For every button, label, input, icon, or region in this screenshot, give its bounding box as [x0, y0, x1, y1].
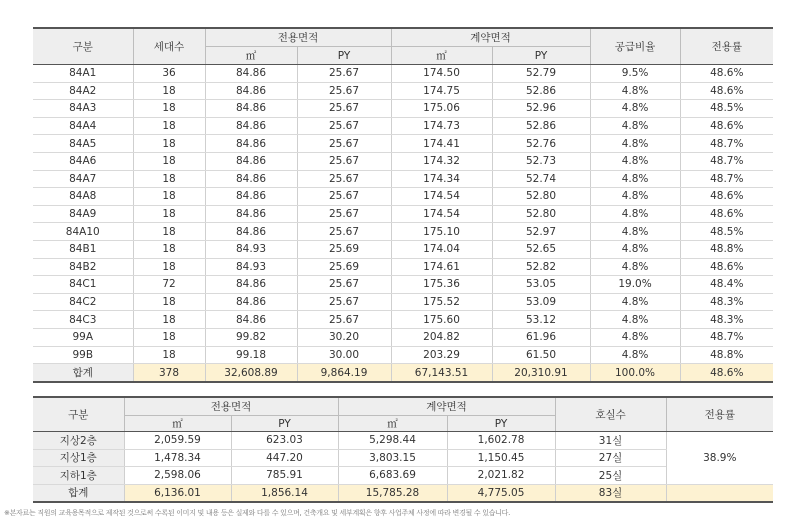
table-row — [33, 170, 773, 188]
header-supply-ratio: 공급비율 — [590, 28, 680, 65]
cell-contract-m2: 3,803.15 — [338, 449, 447, 467]
cell-exclusive-py: 25.67 — [297, 205, 391, 223]
cell-contract-py: 52.74 — [492, 170, 590, 188]
cell-contract-py: 53.05 — [492, 276, 590, 294]
cell-exclusive-m2: 84.86 — [205, 170, 297, 188]
total-blank — [666, 484, 773, 502]
cell-exclusive-m2: 1,478.34 — [124, 449, 231, 467]
total-contract-m2: 15,785.28 — [338, 484, 447, 502]
cell-contract-m2: 175.60 — [391, 311, 492, 329]
floor-header-exclusive-py: PY — [231, 416, 338, 432]
cell-households: 18 — [133, 117, 205, 135]
unit-type-table — [33, 27, 773, 383]
cell-type: 84A6 — [33, 152, 133, 170]
cell-contract-py: 52.86 — [492, 117, 590, 135]
cell-contract-m2: 174.34 — [391, 170, 492, 188]
cell-exclusive-m2: 84.86 — [205, 205, 297, 223]
cell-households: 18 — [133, 293, 205, 311]
cell-exclusive-py: 785.91 — [231, 467, 338, 485]
total-households: 378 — [133, 364, 205, 383]
cell-exclusive-m2: 84.86 — [205, 311, 297, 329]
cell-exclusive-m2: 84.86 — [205, 152, 297, 170]
floor-header-exclusive-m2: ㎡ — [124, 416, 231, 432]
table-row — [33, 258, 773, 276]
cell-exclusive-ratio: 48.6% — [680, 258, 773, 276]
total-row — [33, 484, 773, 502]
cell-exclusive-m2: 84.86 — [205, 276, 297, 294]
header-contract-area: 계약면적 — [391, 28, 590, 47]
cell-households: 18 — [133, 135, 205, 153]
cell-type: 99A — [33, 328, 133, 346]
cell-type: 84B2 — [33, 258, 133, 276]
table-row — [33, 311, 773, 329]
cell-contract-py: 52.97 — [492, 223, 590, 241]
cell-exclusive-ratio: 48.8% — [680, 240, 773, 258]
cell-households: 18 — [133, 240, 205, 258]
table-row — [33, 346, 773, 364]
cell-exclusive-py: 25.69 — [297, 258, 391, 276]
cell-contract-m2: 174.41 — [391, 135, 492, 153]
cell-contract-m2: 175.36 — [391, 276, 492, 294]
cell-contract-m2: 174.61 — [391, 258, 492, 276]
cell-exclusive-m2: 99.18 — [205, 346, 297, 364]
cell-exclusive-ratio: 48.6% — [680, 117, 773, 135]
table-row — [33, 223, 773, 241]
cell-contract-m2: 175.06 — [391, 100, 492, 118]
total-rooms: 83실 — [555, 484, 666, 502]
cell-supply-ratio: 4.8% — [590, 152, 680, 170]
cell-supply-ratio: 4.8% — [590, 205, 680, 223]
total-exclusive-m2: 32,608.89 — [205, 364, 297, 383]
cell-exclusive-ratio: 48.4% — [680, 276, 773, 294]
cell-supply-ratio: 4.8% — [590, 82, 680, 100]
cell-contract-py: 2,021.82 — [447, 467, 555, 485]
floor-header-exclusive-ratio: 전용률 — [666, 397, 773, 432]
table-row — [33, 188, 773, 206]
cell-exclusive-ratio: 48.6% — [680, 82, 773, 100]
total-label: 합계 — [33, 364, 133, 383]
cell-supply-ratio: 4.8% — [590, 100, 680, 118]
cell-supply-ratio: 4.8% — [590, 117, 680, 135]
cell-exclusive-py: 25.67 — [297, 135, 391, 153]
cell-type: 84A4 — [33, 117, 133, 135]
cell-contract-py: 1,150.45 — [447, 449, 555, 467]
cell-floor: 지상1층 — [33, 449, 124, 467]
table-row — [33, 65, 773, 83]
cell-exclusive-m2: 2,059.59 — [124, 432, 231, 450]
total-supply-ratio: 100.0% — [590, 364, 680, 383]
cell-floor: 지하1층 — [33, 467, 124, 485]
total-floor: 합계 — [33, 484, 124, 502]
cell-type: 84C1 — [33, 276, 133, 294]
cell-exclusive-m2: 84.86 — [205, 65, 297, 83]
header-households: 세대수 — [133, 28, 205, 65]
cell-contract-py: 52.96 — [492, 100, 590, 118]
cell-contract-m2: 5,298.44 — [338, 432, 447, 450]
table-row — [33, 328, 773, 346]
cell-households: 36 — [133, 65, 205, 83]
total-exclusive-py: 1,856.14 — [231, 484, 338, 502]
cell-exclusive-m2: 99.82 — [205, 328, 297, 346]
cell-contract-m2: 174.32 — [391, 152, 492, 170]
table-row — [33, 276, 773, 294]
cell-households: 18 — [133, 170, 205, 188]
cell-exclusive-py: 623.03 — [231, 432, 338, 450]
cell-exclusive-ratio: 48.5% — [680, 223, 773, 241]
total-contract-m2: 67,143.51 — [391, 364, 492, 383]
cell-exclusive-m2: 84.86 — [205, 135, 297, 153]
cell-exclusive-m2: 84.86 — [205, 188, 297, 206]
cell-exclusive-ratio: 48.7% — [680, 170, 773, 188]
cell-exclusive-py: 447.20 — [231, 449, 338, 467]
cell-contract-m2: 174.04 — [391, 240, 492, 258]
cell-contract-m2: 174.50 — [391, 65, 492, 83]
table-row — [33, 240, 773, 258]
cell-households: 18 — [133, 205, 205, 223]
total-contract-py: 4,775.05 — [447, 484, 555, 502]
cell-type: 84C2 — [33, 293, 133, 311]
cell-households: 18 — [133, 328, 205, 346]
cell-exclusive-m2: 84.93 — [205, 240, 297, 258]
floor-header-category: 구분 — [33, 397, 124, 432]
unit-type-rows — [33, 65, 773, 364]
total-row — [33, 364, 773, 383]
cell-supply-ratio: 4.8% — [590, 170, 680, 188]
cell-contract-py: 52.76 — [492, 135, 590, 153]
cell-supply-ratio: 4.8% — [590, 258, 680, 276]
table-row — [33, 293, 773, 311]
cell-exclusive-m2: 84.86 — [205, 100, 297, 118]
header-exclusive-area: 전용면적 — [205, 28, 391, 47]
cell-households: 18 — [133, 223, 205, 241]
floor-header-exclusive-area: 전용면적 — [124, 397, 338, 416]
cell-exclusive-ratio: 48.3% — [680, 293, 773, 311]
floor-rows — [33, 432, 773, 503]
header-exclusive-py: PY — [297, 47, 391, 65]
cell-supply-ratio: 4.8% — [590, 240, 680, 258]
cell-households: 18 — [133, 311, 205, 329]
cell-supply-ratio: 19.0% — [590, 276, 680, 294]
cell-contract-py: 53.12 — [492, 311, 590, 329]
cell-households: 18 — [133, 100, 205, 118]
header-contract-py: PY — [492, 47, 590, 65]
cell-contract-py: 52.82 — [492, 258, 590, 276]
cell-exclusive-py: 25.67 — [297, 100, 391, 118]
cell-exclusive-ratio: 48.7% — [680, 135, 773, 153]
cell-exclusive-py: 25.67 — [297, 188, 391, 206]
cell-contract-py: 61.96 — [492, 328, 590, 346]
cell-exclusive-py: 25.69 — [297, 240, 391, 258]
cell-type: 84B1 — [33, 240, 133, 258]
cell-households: 18 — [133, 152, 205, 170]
header-contract-m2: ㎡ — [391, 47, 492, 65]
cell-contract-m2: 174.73 — [391, 117, 492, 135]
cell-exclusive-ratio: 48.5% — [680, 100, 773, 118]
cell-supply-ratio: 4.8% — [590, 223, 680, 241]
floor-header-rooms: 호실수 — [555, 397, 666, 432]
cell-supply-ratio: 4.8% — [590, 293, 680, 311]
cell-contract-py: 52.80 — [492, 188, 590, 206]
cell-supply-ratio: 4.8% — [590, 346, 680, 364]
cell-households: 18 — [133, 258, 205, 276]
floor-header-contract-py: PY — [447, 416, 555, 432]
cell-exclusive-ratio: 48.6% — [680, 205, 773, 223]
cell-contract-py: 52.73 — [492, 152, 590, 170]
total-contract-py: 20,310.91 — [492, 364, 590, 383]
total-exclusive-py: 9,864.19 — [297, 364, 391, 383]
cell-type: 84A7 — [33, 170, 133, 188]
cell-type: 84A3 — [33, 100, 133, 118]
cell-exclusive-py: 25.67 — [297, 276, 391, 294]
table-row — [33, 82, 773, 100]
cell-floor: 지상2층 — [33, 432, 124, 450]
cell-contract-m2: 6,683.69 — [338, 467, 447, 485]
cell-type: 84A9 — [33, 205, 133, 223]
cell-contract-m2: 203.29 — [391, 346, 492, 364]
cell-contract-py: 1,602.78 — [447, 432, 555, 450]
cell-exclusive-ratio: 48.3% — [680, 311, 773, 329]
cell-households: 18 — [133, 346, 205, 364]
table-row — [33, 117, 773, 135]
cell-exclusive-py: 25.67 — [297, 311, 391, 329]
cell-exclusive-m2: 84.86 — [205, 223, 297, 241]
header-exclusive-ratio: 전용률 — [680, 28, 773, 65]
cell-contract-m2: 174.75 — [391, 82, 492, 100]
table-row — [33, 205, 773, 223]
cell-supply-ratio: 4.8% — [590, 311, 680, 329]
cell-exclusive-m2: 84.86 — [205, 82, 297, 100]
cell-rooms: 25실 — [555, 467, 666, 485]
cell-contract-m2: 174.54 — [391, 188, 492, 206]
cell-contract-m2: 175.52 — [391, 293, 492, 311]
cell-rooms: 27실 — [555, 449, 666, 467]
floor-table — [33, 396, 773, 503]
header-exclusive-m2: ㎡ — [205, 47, 297, 65]
table-row — [33, 467, 773, 485]
cell-exclusive-ratio: 48.6% — [680, 188, 773, 206]
cell-exclusive-m2: 84.86 — [205, 293, 297, 311]
cell-type: 84A1 — [33, 65, 133, 83]
cell-supply-ratio: 4.8% — [590, 135, 680, 153]
cell-contract-py: 52.79 — [492, 65, 590, 83]
cell-contract-m2: 174.54 — [391, 205, 492, 223]
cell-contract-py: 61.50 — [492, 346, 590, 364]
cell-exclusive-py: 25.67 — [297, 152, 391, 170]
cell-contract-py: 52.80 — [492, 205, 590, 223]
cell-contract-py: 52.86 — [492, 82, 590, 100]
cell-type: 99B — [33, 346, 133, 364]
cell-exclusive-ratio: 48.8% — [680, 346, 773, 364]
cell-exclusive-py: 25.67 — [297, 82, 391, 100]
cell-type: 84A8 — [33, 188, 133, 206]
cell-exclusive-py: 25.67 — [297, 223, 391, 241]
cell-contract-py: 53.09 — [492, 293, 590, 311]
cell-exclusive-ratio: 48.7% — [680, 328, 773, 346]
cell-households: 18 — [133, 188, 205, 206]
cell-exclusive-ratio: 38.9% — [666, 432, 773, 485]
total-exclusive-ratio: 48.6% — [680, 364, 773, 383]
table-row — [33, 135, 773, 153]
cell-type: 84C3 — [33, 311, 133, 329]
cell-exclusive-py: 25.67 — [297, 170, 391, 188]
cell-households: 72 — [133, 276, 205, 294]
floor-header-contract-m2: ㎡ — [338, 416, 447, 432]
cell-households: 18 — [133, 82, 205, 100]
cell-contract-m2: 175.10 — [391, 223, 492, 241]
cell-supply-ratio: 4.8% — [590, 188, 680, 206]
cell-exclusive-ratio: 48.7% — [680, 152, 773, 170]
cell-exclusive-ratio: 48.6% — [680, 65, 773, 83]
cell-exclusive-m2: 84.86 — [205, 117, 297, 135]
cell-type: 84A10 — [33, 223, 133, 241]
cell-exclusive-m2: 2,598.06 — [124, 467, 231, 485]
cell-type: 84A2 — [33, 82, 133, 100]
header-category: 구분 — [33, 28, 133, 65]
cell-supply-ratio: 4.8% — [590, 328, 680, 346]
cell-exclusive-py: 25.67 — [297, 117, 391, 135]
cell-rooms: 31실 — [555, 432, 666, 450]
cell-exclusive-m2: 84.93 — [205, 258, 297, 276]
cell-supply-ratio: 9.5% — [590, 65, 680, 83]
table-row — [33, 449, 773, 467]
cell-exclusive-py: 25.67 — [297, 293, 391, 311]
cell-exclusive-py: 30.00 — [297, 346, 391, 364]
table-row — [33, 432, 773, 450]
cell-exclusive-py: 30.20 — [297, 328, 391, 346]
total-exclusive-m2: 6,136.01 — [124, 484, 231, 502]
cell-exclusive-py: 25.67 — [297, 65, 391, 83]
cell-contract-py: 52.65 — [492, 240, 590, 258]
floor-header-contract-area: 계약면적 — [338, 397, 555, 416]
cell-contract-m2: 204.82 — [391, 328, 492, 346]
table-row — [33, 100, 773, 118]
footnote: ※본자료는 직원의 교육용목적으로 제작된 것으로써 수록된 이미지 및 내용 등은 실제와 다를 수 있으며, 건축개요 및 세부계획은 향후 사업주체 사정에 따라 변경될 수 있습니다. — [4, 509, 511, 517]
cell-type: 84A5 — [33, 135, 133, 153]
table-row — [33, 152, 773, 170]
